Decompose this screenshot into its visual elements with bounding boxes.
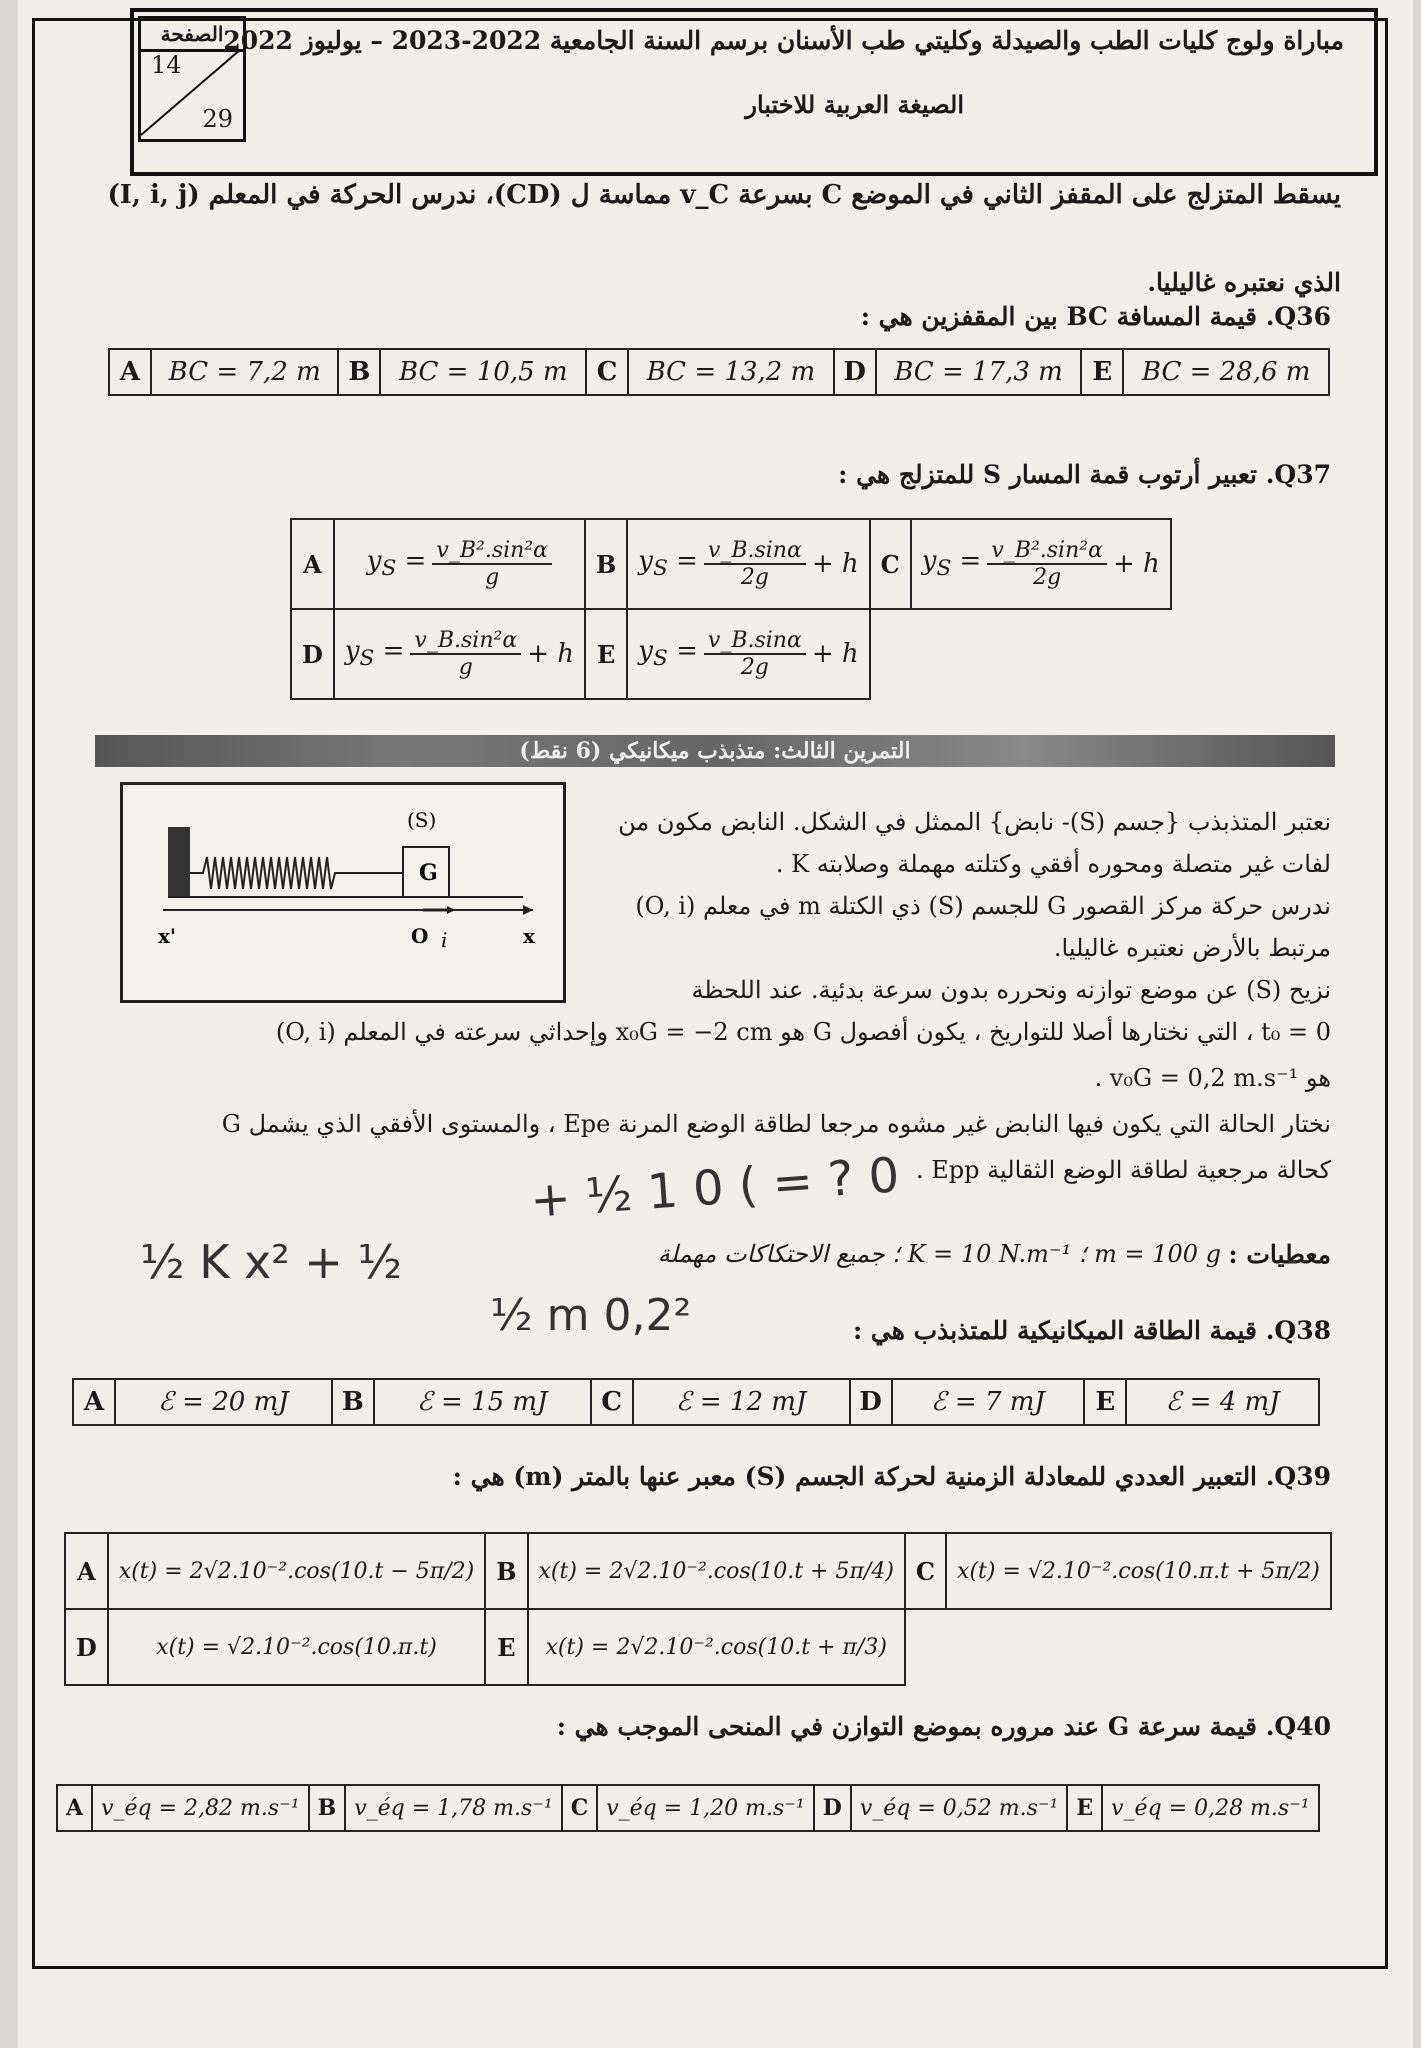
exercise-line-2: لفات غير متصلة ومحوره أفقي وكتلته مهملة وصلابته K . <box>775 850 1331 878</box>
q37-option-letter[interactable]: A <box>291 519 334 609</box>
q36-option[interactable]: BC = 13,2 m <box>628 349 834 395</box>
wall <box>168 827 190 897</box>
q40-option[interactable]: v_éq = 2,82 m.s⁻¹ <box>92 1785 309 1831</box>
q38-option-letter[interactable]: E <box>1084 1379 1126 1425</box>
q39-option[interactable]: x(t) = 2√2.10⁻².cos(10.t − 5π/2) <box>108 1533 485 1609</box>
q37-expression <box>922 538 1160 590</box>
q40-option[interactable]: v_éq = 1,78 m.s⁻¹ <box>345 1785 562 1831</box>
q37-tail: + h <box>811 549 859 579</box>
q37-option[interactable] <box>627 519 869 609</box>
q38-option[interactable]: ℰ = 4 mJ <box>1126 1379 1319 1425</box>
q39-options <box>64 1532 1332 1686</box>
exercise-line-5: نزيح (S) عن موضع توازنه ونحرره بدون سرعة بدئية. عند اللحظة <box>691 976 1331 1004</box>
exercise-line-6: t₀ = 0 ، التي نختارها أصلا للتواريخ ، يكون أفصول G هو x₀G = −2 cm وإحداثي سرعته في المعلم (O, i) <box>275 1018 1331 1046</box>
exercise-line-3: ندرس حركة مركز القصور G للجسم (S) ذي الكتلة m في معلم (O, i) <box>635 892 1331 920</box>
q36-option[interactable]: BC = 7,2 m <box>151 349 338 395</box>
q37-expression <box>638 628 858 680</box>
spring-mass-diagram <box>123 785 563 1000</box>
q37-ys: y <box>638 546 653 577</box>
q37-denominator: g <box>485 565 500 590</box>
q36-option-letter[interactable]: D <box>834 349 876 395</box>
q39-title: Q39. التعبير العددي للمعادلة الزمنية لحركة الجسم (S) معبر عنها بالمتر (m) هي : <box>452 1462 1331 1491</box>
spring <box>190 857 403 889</box>
q37-ys-sub: S <box>359 646 375 672</box>
q40-option-letter[interactable]: E <box>1067 1785 1102 1831</box>
q38-option-letter[interactable]: C <box>591 1379 633 1425</box>
q37-fraction <box>432 538 552 590</box>
section-title: التمرين الثالث: متذبذب ميكانيكي (6 نقط) <box>519 738 911 764</box>
q36-option[interactable]: BC = 17,3 m <box>876 349 1082 395</box>
q37-option-letter[interactable]: C <box>870 519 911 609</box>
q37-option[interactable] <box>627 609 869 699</box>
q40-title: Q40. قيمة سرعة G عند مروره بموضع التوازن في المنحى الموجب هي : <box>556 1712 1331 1741</box>
q40-option-letter[interactable]: B <box>309 1785 346 1831</box>
q36-option-letter[interactable]: C <box>586 349 628 395</box>
unit-vector-head <box>447 906 455 914</box>
q40-option-letter[interactable]: C <box>562 1785 598 1831</box>
q37-ys-sub: S <box>381 556 397 582</box>
q37-title: Q37. تعبير أرتوب قمة المسار S للمتزلج هي : <box>838 460 1331 489</box>
q37-ys-sub: S <box>652 646 668 672</box>
q37-lhs: $y_S$ = <box>638 636 698 672</box>
exercise-line-7: هو v₀G = 0,2 m.s⁻¹ . <box>1094 1064 1331 1092</box>
q39-option-letter[interactable]: D <box>65 1609 108 1685</box>
page-label: الصفحة <box>141 19 243 52</box>
q37-option[interactable] <box>911 519 1171 609</box>
q36-option-letter[interactable]: A <box>109 349 151 395</box>
q37-numerator: v_B.sinα <box>704 538 806 565</box>
x-label: x <box>523 924 535 948</box>
q39-option[interactable]: x(t) = 2√2.10⁻².cos(10.t + 5π/4) <box>528 1533 905 1609</box>
q37-ys-sub: S <box>652 556 668 582</box>
q36-option-letter[interactable]: B <box>338 349 380 395</box>
handwritten-note-2: ½ K x² + ½ <box>140 1235 403 1289</box>
body-label: (S) <box>407 808 437 832</box>
x-axis-arrow <box>523 905 533 915</box>
q36-option-letter[interactable]: E <box>1081 349 1123 395</box>
q36-title: Q36. قيمة المسافة BC بين المقفزين هي : <box>860 302 1331 331</box>
q38-options <box>72 1378 1320 1426</box>
q39-option-letter[interactable]: E <box>485 1609 527 1685</box>
q36-options <box>108 348 1330 396</box>
q38-option-letter[interactable]: D <box>850 1379 892 1425</box>
data-values: m = 100 g ؛ K = 10 N.m⁻¹ ؛ جميع الاحتكاكات مهملة <box>657 1240 1221 1268</box>
q37-lhs: $y_S$ = <box>921 546 982 582</box>
q38-option[interactable]: ℰ = 12 mJ <box>633 1379 850 1425</box>
section-banner <box>95 735 1335 767</box>
q40-option-letter[interactable]: D <box>814 1785 851 1831</box>
q36-option[interactable]: BC = 10,5 m <box>380 349 586 395</box>
header-subtitle: الصيغة العربية للاختبار <box>745 90 964 119</box>
q40-option[interactable]: v_éq = 0,52 m.s⁻¹ <box>851 1785 1068 1831</box>
q37-option-letter[interactable]: B <box>585 519 627 609</box>
exercise-line-9: كحالة مرجعية لطاقة الوضع الثقالية Epp . <box>916 1156 1331 1184</box>
intro-line-2: الذي نعتبره غاليليا. <box>1147 268 1341 297</box>
q37-ys: y <box>344 636 360 667</box>
data-label: معطيات : <box>1228 1240 1331 1269</box>
q38-title: Q38. قيمة الطاقة الميكانيكية للمتذبذب هي : <box>852 1316 1331 1345</box>
q38-option[interactable]: ℰ = 15 mJ <box>374 1379 591 1425</box>
q37-fraction <box>704 628 806 680</box>
q37-tail: + h <box>811 639 859 669</box>
q37-tail: + h <box>527 639 574 669</box>
q37-option-letter[interactable]: D <box>291 609 334 699</box>
q36-option[interactable]: BC = 28,6 m <box>1123 349 1329 395</box>
q39-option-letter[interactable]: B <box>485 1533 527 1609</box>
q39-option-letter[interactable]: A <box>65 1533 108 1609</box>
handwritten-note-3: ½ m 0,2² <box>490 1290 692 1341</box>
q37-fraction <box>410 628 521 680</box>
q37-numerator: v_B.sin²α <box>410 628 521 655</box>
q37-ys: y <box>921 546 937 577</box>
q37-option-letter[interactable]: E <box>585 609 627 699</box>
q37-lhs: $y_S$ = <box>344 636 405 672</box>
q37-denominator: 2g <box>740 655 769 680</box>
q37-ys: y <box>638 636 653 667</box>
q38-option-letter[interactable]: B <box>332 1379 374 1425</box>
q37-expression <box>345 628 574 680</box>
q37-numerator: v_B².sin²α <box>432 538 552 565</box>
page-total: 29 <box>202 105 233 133</box>
q38-option[interactable]: ℰ = 7 mJ <box>892 1379 1085 1425</box>
q37-ys: y <box>366 546 382 577</box>
header-title: مباراة ولوج كليات الطب والصيدلة وكليتي طب الأسنان برسم السنة الجامعية 2022-2023 – يوليوز 2022 <box>223 26 1344 55</box>
q37-lhs: $y_S$ = <box>638 546 698 582</box>
q37-numerator: v_B².sin²α <box>987 538 1107 565</box>
q40-option[interactable]: v_éq = 0,28 m.s⁻¹ <box>1102 1785 1319 1831</box>
q40-option[interactable]: v_éq = 1,20 m.s⁻¹ <box>597 1785 814 1831</box>
q37-option[interactable] <box>334 519 585 609</box>
q37-option[interactable] <box>334 609 585 699</box>
q39-option[interactable]: x(t) = 2√2.10⁻².cos(10.t + π/3) <box>528 1609 905 1685</box>
q38-option[interactable]: ℰ = 20 mJ <box>115 1379 332 1425</box>
q37-tail: + h <box>1112 549 1160 579</box>
x-prime-label: x' <box>158 924 177 948</box>
q37-denominator: 2g <box>1033 565 1062 590</box>
q37-lhs: $y_S$ = <box>366 546 427 582</box>
page-number: 14 <box>151 51 182 79</box>
q37-fraction <box>987 538 1107 590</box>
q37-expression <box>638 538 858 590</box>
exercise-line-4: مرتبط بالأرض نعتبره غاليليا. <box>1053 934 1331 962</box>
q37-expression <box>367 538 552 590</box>
unit-vector-label: i <box>441 928 448 952</box>
q37-denominator: g <box>458 655 473 680</box>
exercise-line-1: نعتبر المتذبذب {جسم (S)- نابض} الممثل في الشكل. النابض مكون من <box>618 808 1331 836</box>
q37-options <box>290 518 1172 700</box>
origin-label: O <box>411 924 429 948</box>
q37-fraction <box>704 538 806 590</box>
handwritten-note-1: + ½ 1 0 ( = ? 0 <box>528 1147 902 1229</box>
q39-option[interactable]: x(t) = √2.10⁻².cos(10.π.t) <box>108 1609 485 1685</box>
oscillator-figure <box>120 782 566 1003</box>
q39-option-letter[interactable]: C <box>905 1533 946 1609</box>
q38-option-letter[interactable]: A <box>73 1379 115 1425</box>
q40-option-letter[interactable]: A <box>57 1785 92 1831</box>
exam-header <box>130 8 1378 176</box>
q37-ys-sub: S <box>936 556 952 582</box>
q37-denominator: 2g <box>740 565 769 590</box>
intro-line-1: يسقط المتزلج على المقفز الثاني في الموضع C بسرعة v_C مماسة ل (CD)، ندرس الحركة في المعلم (I, i, j) <box>107 180 1341 210</box>
exercise-line-8: نختار الحالة التي يكون فيها النابض غير مشوه مرجعا لطاقة الوضع المرنة Epe ، والمستوى الأفقي الذي يشمل G <box>221 1110 1331 1138</box>
q40-options <box>56 1784 1320 1832</box>
q39-option[interactable]: x(t) = √2.10⁻².cos(10.π.t + 5π/2) <box>946 1533 1331 1609</box>
g-label: G <box>419 860 438 886</box>
q37-numerator: v_B.sinα <box>704 628 806 655</box>
